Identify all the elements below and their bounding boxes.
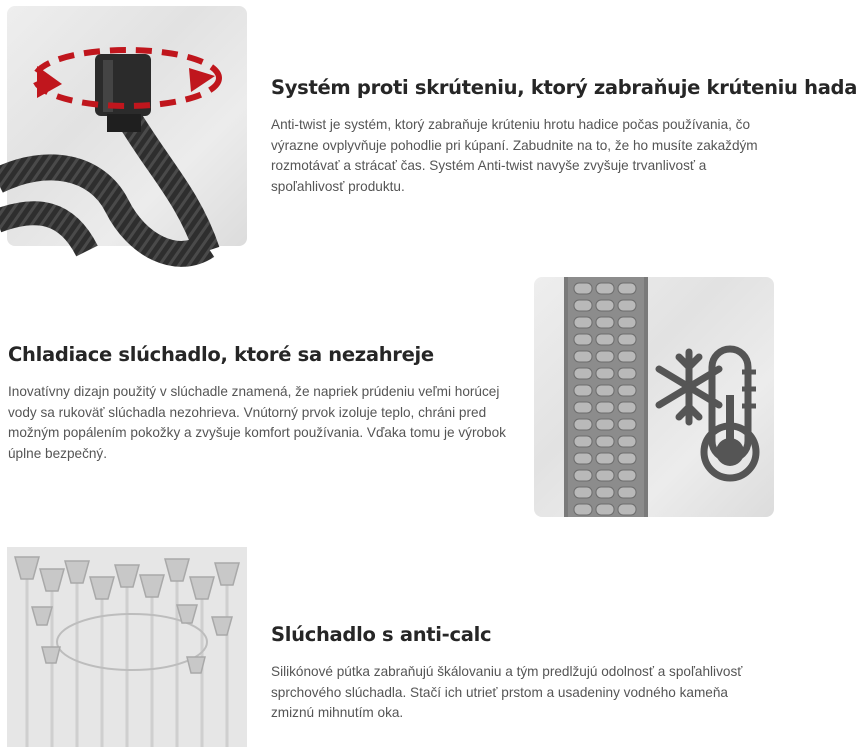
feature-cool-handle — [0, 277, 779, 517]
feature-description: Anti-twist je systém, ktorý zabraňuje krúteniu hrotu hadice počas používania, čo výrazne ovplyvňuje pohodlie pri kúpaní. Zabudnite na to, že ho musíte zakaždým rozmotávať a strácať čas. Systém Anti-twist navyše zvyšuje trvanlivosť a spoľahlivosť produktu. — [271, 117, 758, 194]
shower-hose-anti-twist-icon — [7, 6, 247, 246]
feature-text — [8, 343, 508, 464]
anti-calc-image — [7, 547, 247, 747]
cool-handle-image — [534, 277, 774, 517]
feature-anti-twist — [0, 6, 857, 246]
feature-description: Inovatívny dizajn použitý v slúchadle znamená, že napriek prúdeniu veľmi horúcej vody sa rukoväť slúchadla nezohrieva. Vnútorný prvok izoluje teplo, chráni pred možným popálením pokožky a zvyšuje komfort používania. Vďaka tomu je výrobok úplne bezpečný. — [8, 384, 506, 461]
anti-calc-nozzles-icon — [7, 547, 247, 747]
cool-handle-thermometer-icon — [534, 277, 774, 517]
feature-anti-calc — [0, 547, 779, 747]
feature-text — [271, 76, 857, 197]
feature-title: Chladiace slúchadlo, ktoré sa nezahreje — [8, 343, 434, 366]
anti-twist-hose-image — [7, 6, 247, 246]
feature-description: Silikónové pútka zabraňujú škálovaniu a tým predlžujú odolnosť a spoľahlivosť sprchového slúchadla. Stačí ich utrieť prstom a usadeniny vodného kameňa zmiznú mihnutím oka. — [271, 664, 743, 720]
feature-title: Systém proti skrúteniu, ktorý zabraňuje krúteniu hada — [271, 76, 857, 99]
feature-title: Slúchadlo s anti-calc — [271, 623, 492, 646]
feature-text — [271, 623, 771, 724]
